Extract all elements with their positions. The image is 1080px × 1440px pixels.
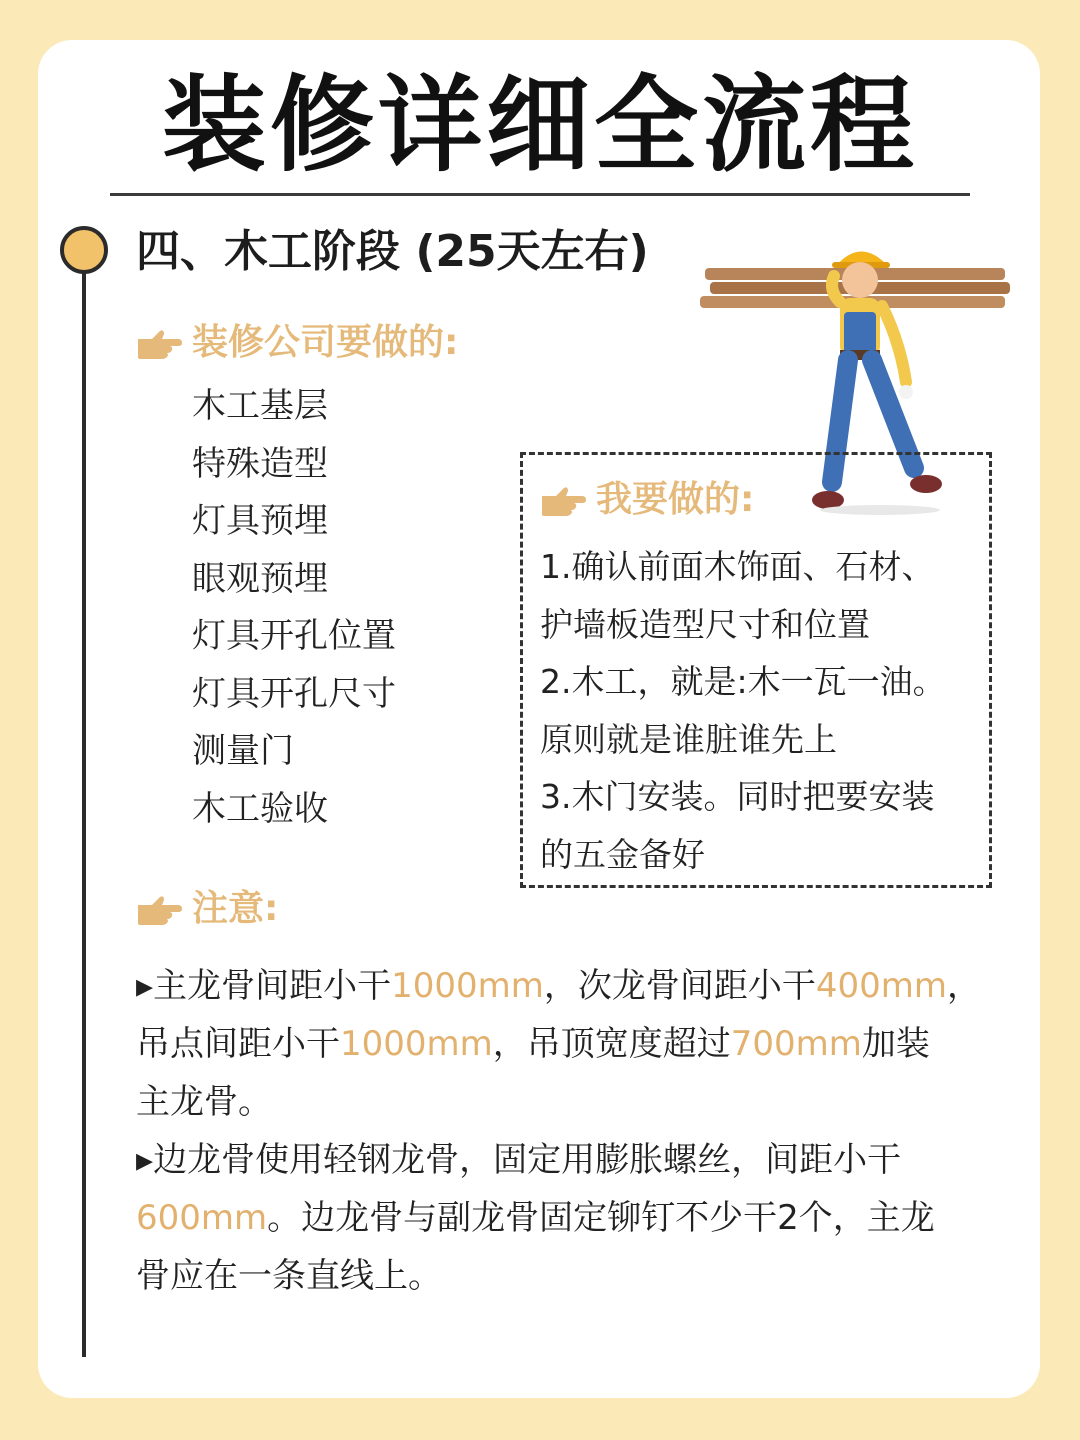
company-task-list [192, 378, 396, 838]
company-heading [134, 318, 458, 368]
note-text: ， [947, 966, 981, 1006]
my-tasks-list [540, 538, 990, 883]
timeline-dot [60, 226, 108, 274]
pointing-hand-icon [538, 482, 586, 518]
notes-heading-label: 注意: [192, 888, 279, 929]
note-line [136, 1015, 1026, 1073]
pointing-hand-icon [134, 891, 182, 927]
note-text: 吊点间距小干 [136, 1024, 340, 1064]
note-text: ，吊顶宽度超过 [492, 1024, 731, 1064]
my-tasks-heading-label: 我要做的: [596, 479, 755, 520]
note-value: 400mm [815, 966, 947, 1006]
company-heading-label: 装修公司要做的: [192, 322, 459, 363]
pointing-hand-icon [134, 325, 182, 361]
list-item: 灯具开孔尺寸 [192, 673, 396, 714]
list-item: 灯具开孔位置 [192, 616, 396, 656]
timeline-line [82, 262, 86, 1357]
list-item: 3.木门安装。同时把要安装 [540, 777, 935, 816]
notes-list [136, 957, 1026, 1305]
list-item: 木工验收 [192, 788, 328, 829]
list-item: 测量门 [192, 731, 294, 771]
list-item: 2.木工，就是:木一瓦一油。 [540, 662, 946, 701]
note-text: ▸边龙骨使用轻钢龙骨，固定用膨胀螺丝，间距小干 [136, 1140, 902, 1180]
note-line [136, 957, 1026, 1015]
page-title: 装修详细全流程 [161, 64, 918, 186]
note-line [136, 1189, 1026, 1247]
notes-heading [134, 884, 278, 934]
note-value: 1000mm [391, 966, 544, 1006]
note-line [136, 1073, 1026, 1131]
note-line [136, 1247, 1026, 1305]
my-tasks-heading [538, 475, 754, 525]
list-item: 护墙板造型尺寸和位置 [540, 604, 870, 644]
note-text: 主龙骨。 [136, 1082, 272, 1122]
note-line [136, 1131, 1026, 1189]
list-item: 原则就是谁脏谁先上 [540, 719, 837, 759]
note-text: 。边龙骨与副龙骨固定铆钉不少干2个，主龙 [267, 1198, 935, 1238]
list-item: 眼观预埋 [192, 558, 328, 599]
title-divider [110, 193, 970, 196]
list-item: 的五金备好 [540, 834, 705, 874]
list-item: 灯具预埋 [192, 501, 328, 541]
note-value: 600mm [136, 1198, 268, 1238]
section-heading: 四、木工阶段 (25天左右) [136, 226, 649, 277]
list-item: 特殊造型 [192, 443, 328, 484]
note-text: ，次龙骨间距小干 [543, 966, 816, 1006]
note-text: 骨应在一条直线上。 [136, 1256, 442, 1296]
note-text: 加装 [861, 1024, 930, 1064]
list-item: 木工基层 [192, 386, 328, 426]
list-item: 1.确认前面木饰面、石材、 [540, 547, 935, 586]
note-value: 700mm [730, 1024, 862, 1064]
note-value: 1000mm [340, 1024, 493, 1064]
note-text: ▸主龙骨间距小干 [136, 966, 392, 1006]
